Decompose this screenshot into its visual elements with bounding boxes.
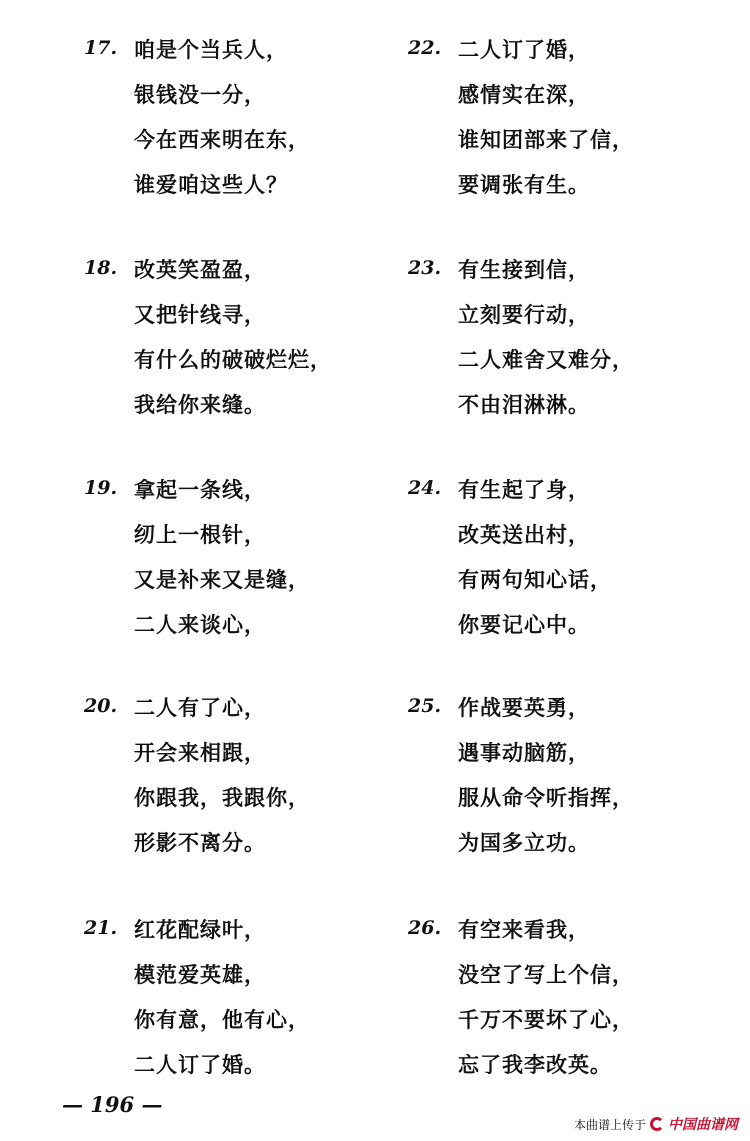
stanza-number: 17.: [84, 37, 118, 59]
stanza-number: 21.: [84, 917, 118, 939]
lyric-line: 有生起了身，: [458, 478, 590, 502]
lyric-line: 又是补来又是缝，: [134, 568, 310, 592]
lyric-line: 形影不离分。: [134, 831, 266, 855]
stanza-number: 19.: [84, 477, 118, 499]
stanza-lines: [458, 37, 634, 217]
lyric-line: 二人订了婚，: [458, 38, 590, 62]
lyric-line: 感情实在深，: [458, 83, 590, 107]
stanza-number: 25.: [408, 695, 442, 717]
lyric-line: 没空了写上个信，: [458, 963, 634, 987]
lyric-line: 你要记心中。: [458, 613, 590, 637]
stanza-lines: [134, 37, 310, 217]
page-number: — 196 —: [62, 1092, 163, 1117]
lyric-line: 谁爱咱这些人？: [134, 173, 288, 197]
stanza-number: 26.: [408, 917, 442, 939]
watermark-prefix: 本曲谱上传于: [573, 1117, 646, 1132]
lyric-line: 改英送出村，: [458, 523, 590, 547]
lyric-line: 咱是个当兵人，: [134, 38, 288, 62]
stanza-lines: [458, 257, 634, 437]
lyric-line: 改英笑盈盈，: [134, 258, 266, 282]
lyric-line: 服从命令听指挥，: [458, 786, 634, 810]
lyric-line: 忘了我李改英。: [458, 1053, 612, 1077]
site-logo-icon: [650, 1117, 664, 1131]
lyric-line: 红花配绿叶，: [134, 918, 266, 942]
lyric-line: 二人来谈心，: [134, 613, 266, 637]
lyric-line: 千万不要坏了心，: [458, 1008, 634, 1032]
stanza-lines: [458, 477, 612, 657]
lyric-line: 又把针线寻，: [134, 303, 266, 327]
stanza-number: 18.: [84, 257, 118, 279]
lyric-line: 二人有了心，: [134, 696, 266, 720]
lyric-line: 纫上一根针，: [134, 523, 266, 547]
lyric-line: 为国多立功。: [458, 831, 590, 855]
stanza-lines: [458, 917, 634, 1097]
lyric-line: 有生接到信，: [458, 258, 590, 282]
lyric-line: 有空来看我，: [458, 918, 590, 942]
stanza-lines: [134, 917, 310, 1097]
lyric-line: 有两句知心话，: [458, 568, 612, 592]
lyric-line: 二人难舍又难分，: [458, 348, 634, 372]
lyric-line: 有什么的破破烂烂，: [134, 348, 332, 372]
stanza-number: 20.: [84, 695, 118, 717]
lyric-line: 我给你来缝。: [134, 393, 266, 417]
lyric-line: 你有意，他有心，: [134, 1008, 310, 1032]
lyric-line: 拿起一条线，: [134, 478, 266, 502]
lyric-line: 作战要英勇，: [458, 696, 590, 720]
lyric-line: 要调张有生。: [458, 173, 590, 197]
lyric-line: 银钱没一分，: [134, 83, 266, 107]
stanza-number: 23.: [408, 257, 442, 279]
lyric-line: 今在西来明在东，: [134, 128, 310, 152]
lyric-line: 立刻要行动，: [458, 303, 590, 327]
watermark: [574, 1114, 738, 1134]
stanza-lines: [134, 257, 332, 437]
stanza-lines: [134, 477, 310, 657]
lyric-line: 谁知团部来了信，: [458, 128, 634, 152]
stanza-lines: [458, 695, 634, 875]
stanza-number: 24.: [408, 477, 442, 499]
stanza-number: 22.: [408, 37, 442, 59]
watermark-site: 中国曲谱网: [668, 1117, 738, 1133]
lyric-line: 你跟我，我跟你，: [134, 786, 310, 810]
lyric-line: 开会来相跟，: [134, 741, 266, 765]
lyric-line: 遇事动脑筋，: [458, 741, 590, 765]
stanza-lines: [134, 695, 310, 875]
lyric-line: 二人订了婚。: [134, 1053, 266, 1077]
lyric-line: 模范爱英雄，: [134, 963, 266, 987]
lyric-line: 不由泪淋淋。: [458, 393, 590, 417]
